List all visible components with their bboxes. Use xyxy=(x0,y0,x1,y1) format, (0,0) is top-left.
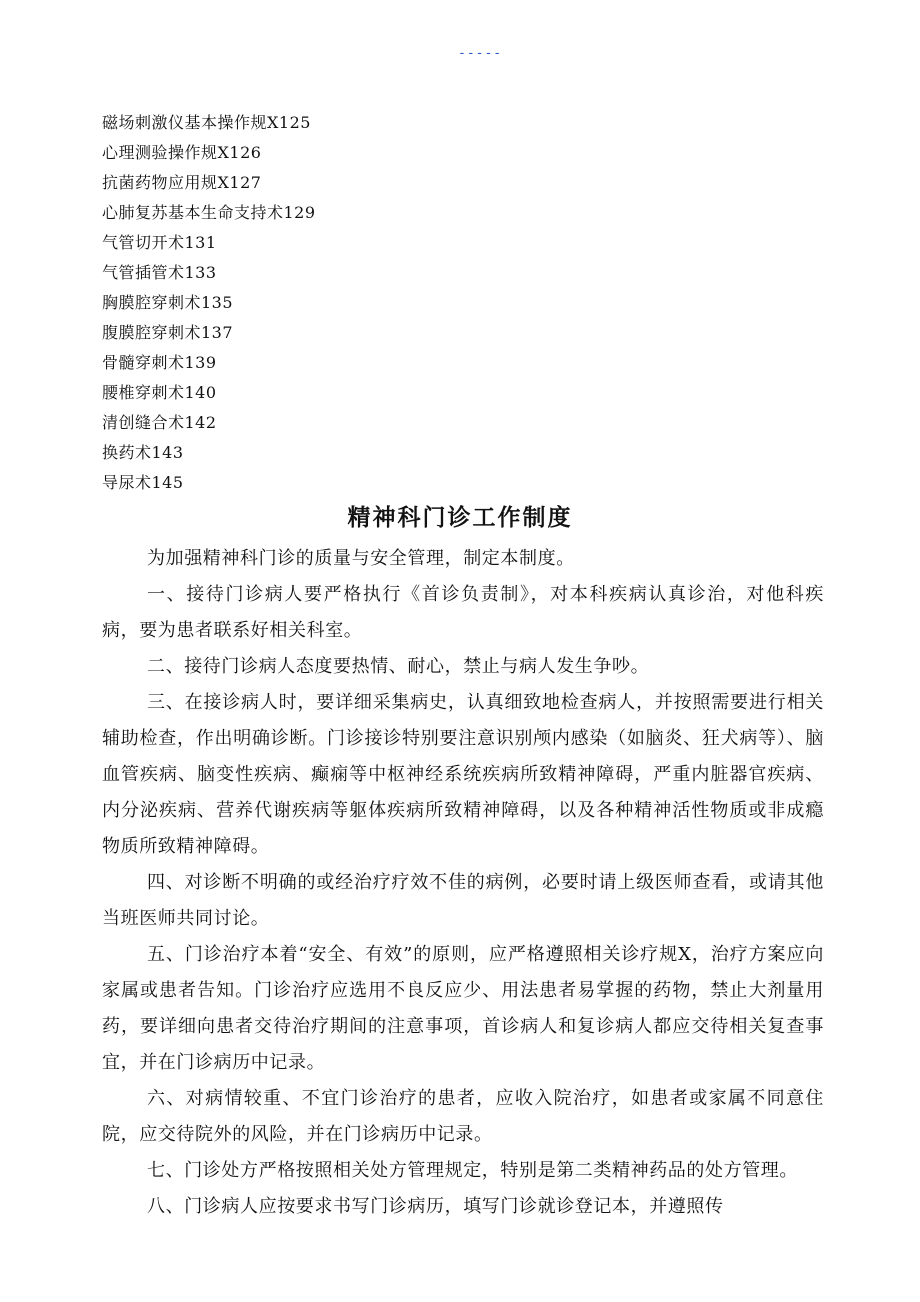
toc-item: 骨髓穿刺术139 xyxy=(102,353,217,372)
paragraph-intro: 为加强精神科门诊的质量与安全管理，制定本制度。 xyxy=(147,548,575,569)
table-of-contents xyxy=(102,108,316,498)
toc-item: 气管插管术133 xyxy=(102,263,217,282)
toc-item: 清创缝合术142 xyxy=(102,413,217,432)
toc-item: 抗菌药物应用规X127 xyxy=(102,173,262,192)
paragraph-item-5: 五、门诊治疗本着“安全、有效”的原则，应严格遵照相关诊疗规X，治疗方案应向家属或患者告知。门诊治疗应选用不良反应少、用法患者易掌握的药物，禁止大剂量用药，要详细向患者交待治疗期间的注意事项，首诊病人和复诊病人都应交待相关复查事宜，并在门诊病历中记录。 xyxy=(102,944,824,1073)
toc-item: 腹膜腔穿刺术137 xyxy=(102,323,234,342)
toc-item: 胸膜腔穿刺术135 xyxy=(102,293,234,312)
paragraph-item-3: 三、在接诊病人时，要详细采集病史，认真细致地检查病人，并按照需要进行相关辅助检查，作出明确诊断。门诊接诊特别要注意识别颅内感染（如脑炎、狂犬病等）、脑血管疾病、脑变性疾病、癫痫等中枢神经系统疾病所致精神障碍，严重内脏器官疾病、内分泌疾病、营养代谢疾病等躯体疾病所致精神障碍，以及各种精神活性物质或非成瘾物质所致精神障碍。 xyxy=(102,692,824,857)
paragraph-item-1: 一、接待门诊病人要严格执行《首诊负责制》，对本科疾病认真诊治，对他科疾病，要为患者联系好相关科室。 xyxy=(102,584,824,641)
header-dashes: ----- xyxy=(458,46,503,61)
paragraph-item-4: 四、对诊断不明确的或经治疗疗效不佳的病例，必要时请上级医师查看，或请其他当班医师共同讨论。 xyxy=(102,872,824,929)
toc-item: 心肺复苏基本生命支持术129 xyxy=(102,203,316,222)
toc-item: 心理测验操作规X126 xyxy=(102,143,262,162)
paragraph-item-2: 二、接待门诊病人态度要热情、耐心，禁止与病人发生争吵。 xyxy=(147,656,650,677)
toc-item: 磁场刺激仪基本操作规X125 xyxy=(102,113,311,132)
section-body xyxy=(102,541,824,1225)
paragraph-item-8: 八、门诊病人应按要求书写门诊病历，填写门诊就诊登记本，并遵照传 xyxy=(147,1196,724,1217)
paragraph-item-7: 七、门诊处方严格按照相关处方管理规定，特别是第二类精神药品的处方管理。 xyxy=(147,1160,798,1181)
toc-item: 导尿术145 xyxy=(102,473,184,492)
paragraph-item-6: 六、对病情较重、不宜门诊治疗的患者，应收入院治疗，如患者或家属不同意住院，应交待院外的风险，并在门诊病历中记录。 xyxy=(102,1088,824,1145)
section-title: 精神科门诊工作制度 xyxy=(347,504,573,531)
toc-item: 腰椎穿刺术140 xyxy=(102,383,217,402)
toc-item: 换药术143 xyxy=(102,443,184,462)
toc-item: 气管切开术131 xyxy=(102,233,217,252)
